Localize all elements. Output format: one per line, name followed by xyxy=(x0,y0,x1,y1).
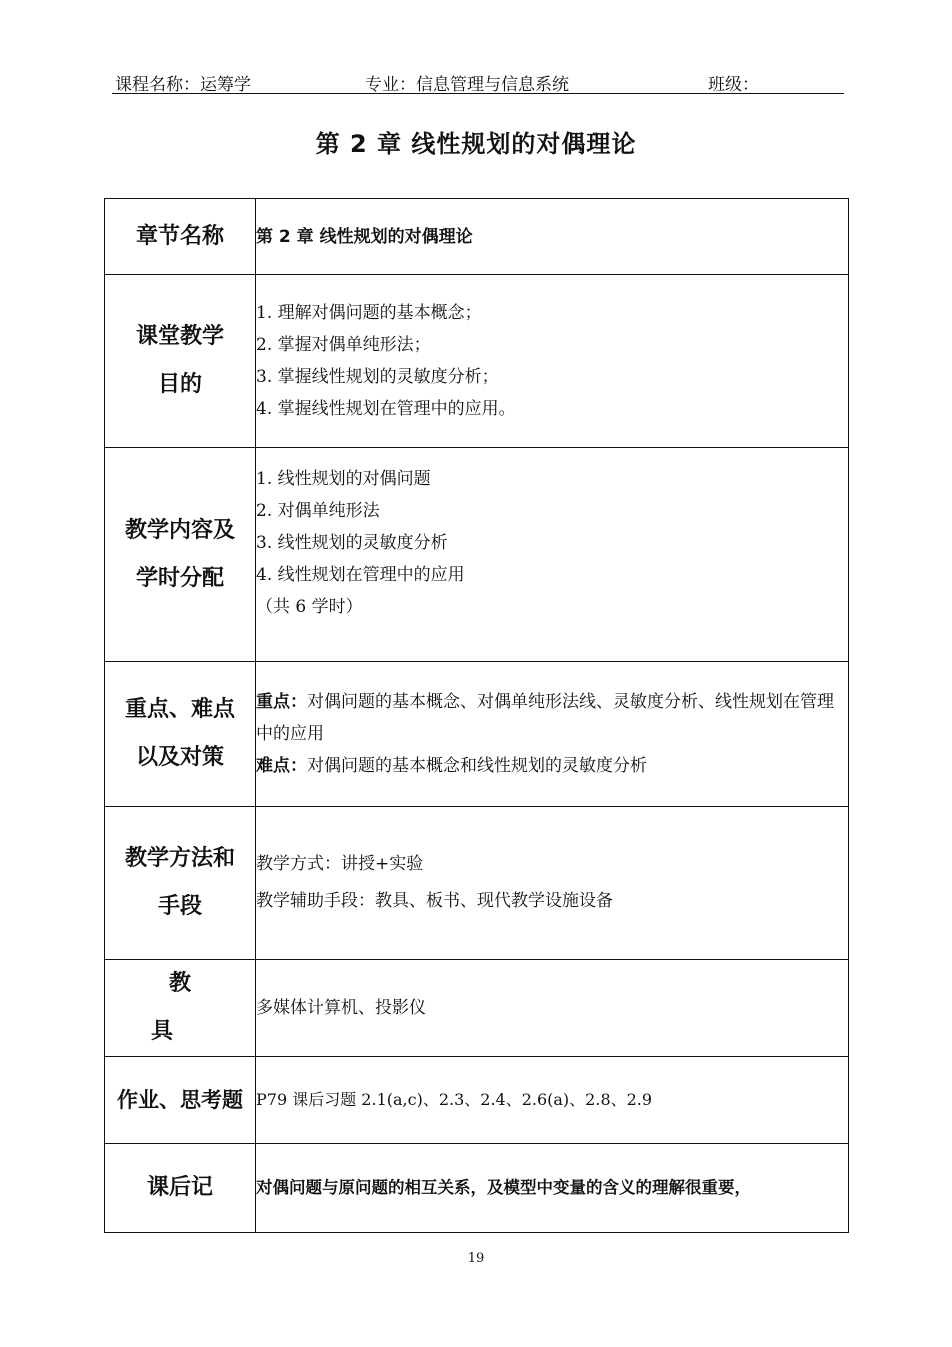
difficult-point-label: 难点： xyxy=(256,756,307,776)
page-header xyxy=(112,68,844,94)
label-notes: 课后记 xyxy=(105,1144,256,1233)
difficult-point-text xyxy=(256,750,848,782)
value-methods xyxy=(256,807,849,960)
value-tools: 多媒体计算机、投影仪 xyxy=(256,960,849,1057)
label-key-points-line1: 重点、难点 xyxy=(124,697,235,722)
value-content xyxy=(256,448,849,662)
value-key-points xyxy=(256,662,849,807)
table-row-methods xyxy=(105,807,849,960)
table-row-homework xyxy=(105,1057,849,1144)
teaching-aids: 教学辅助手段：教具、板书、现代教学设施设备 xyxy=(256,891,613,911)
course-name: 课程名称：运筹学 xyxy=(115,75,251,95)
list-item: 3. 线性规划的灵敏度分析 xyxy=(256,533,448,553)
label-key-points xyxy=(105,662,256,807)
list-item: 1. 线性规划的对偶问题 xyxy=(256,469,431,489)
label-content-line2: 学时分配 xyxy=(135,565,224,591)
list-item: 1. 理解对偶问题的基本概念； xyxy=(256,303,482,323)
value-notes: 对偶问题与原问题的相互关系，及模型中变量的含义的理解很重要， xyxy=(256,1144,849,1233)
list-item: 2. 掌握对偶单纯形法； xyxy=(256,335,431,355)
label-objectives-line2: 目的 xyxy=(157,372,202,397)
table-row-tools xyxy=(105,960,849,1057)
table-row-content xyxy=(105,448,849,662)
label-methods-line2: 手段 xyxy=(157,894,202,919)
table-row-notes xyxy=(105,1144,849,1233)
label-objectives-line1: 课堂教学 xyxy=(135,324,224,349)
key-point-label: 重点： xyxy=(256,692,307,712)
key-point-text xyxy=(256,686,848,750)
label-methods xyxy=(105,807,256,960)
page-number: 19 xyxy=(467,1251,485,1266)
hours-total: （共 6 学时） xyxy=(256,597,363,617)
value-chapter: 第 2 章 线性规划的对偶理论 xyxy=(256,199,849,275)
label-tools xyxy=(105,960,256,1057)
list-item: 4. 掌握线性规划在管理中的应用。 xyxy=(256,399,516,419)
list-item: 4. 线性规划在管理中的应用 xyxy=(256,565,465,585)
list-item: 3. 掌握线性规划的灵敏度分析； xyxy=(256,367,499,387)
label-key-points-line2: 以及对策 xyxy=(135,745,224,770)
table-row-chapter xyxy=(105,199,849,275)
class-field: 班级： xyxy=(708,75,759,95)
label-content xyxy=(105,448,256,662)
table-row-key-points xyxy=(105,662,849,807)
table-row-objectives xyxy=(105,275,849,448)
teaching-mode: 教学方式：讲授+实验 xyxy=(256,854,424,874)
value-homework: P79 课后习题 2.1(a,c)、2.3、2.4、2.6(a)、2.8、2.9 xyxy=(256,1057,849,1144)
label-tools-text: 教具 xyxy=(150,971,227,1044)
label-homework: 作业、思考题 xyxy=(105,1057,256,1144)
major-name: 专业：信息管理与信息系统 xyxy=(365,75,569,95)
label-objectives xyxy=(105,275,256,448)
value-objectives xyxy=(256,275,849,448)
difficult-point-body: 对偶问题的基本概念和线性规划的灵敏度分析 xyxy=(307,756,647,776)
key-point-body: 对偶问题的基本概念、对偶单纯形法线、灵敏度分析、线性规划在管理中的应用 xyxy=(256,692,834,744)
list-item: 2. 对偶单纯形法 xyxy=(256,501,380,521)
label-content-line1: 教学内容及 xyxy=(124,517,235,543)
label-methods-line1: 教学方法和 xyxy=(124,846,235,871)
syllabus-table xyxy=(104,198,849,1233)
page-title: 第 2 章 线性规划的对偶理论 xyxy=(315,130,637,158)
label-chapter: 章节名称 xyxy=(105,199,256,275)
